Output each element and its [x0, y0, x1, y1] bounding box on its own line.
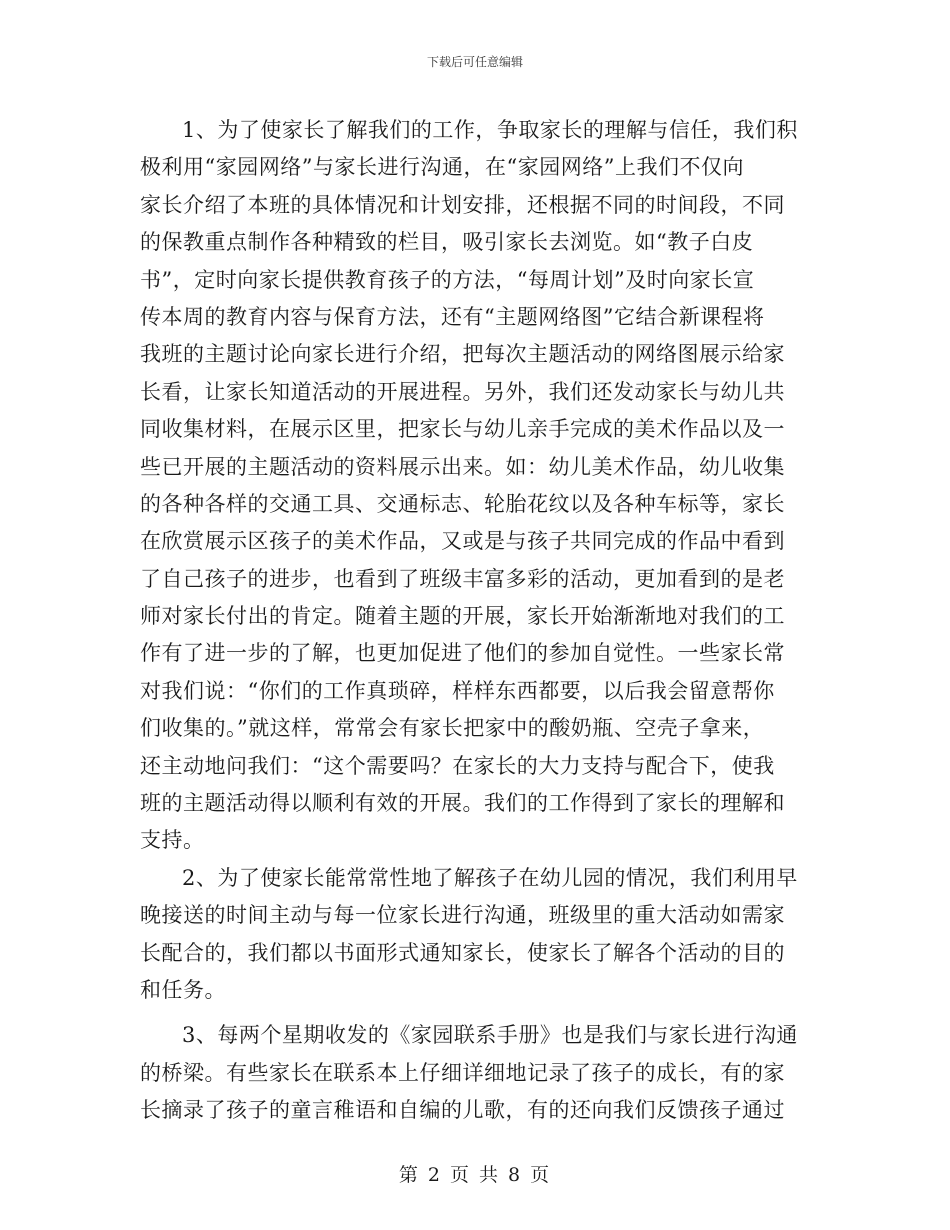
text-line: 长看，让家长知道活动的开展进程。另外，我们还发动家长与幼儿共 [140, 379, 785, 404]
text-line: 们收集的。”就这样，常常会有家长把家中的酸奶瓶、空壳子拿来， [140, 716, 765, 741]
text-line: 对我们说：“你们的工作真琐碎，样样东西都要，以后我会留意帮你 [140, 678, 775, 703]
text-line: 我班的主题讨论向家长进行介绍，把每次主题活动的网络图展示给家 [140, 342, 785, 367]
text-line: 同收集材料，在展示区里，把家长与幼儿亲手完成的美术作品以及一 [140, 417, 785, 442]
page-header: 下载后可任意编辑 [426, 55, 523, 69]
text-line: 的各种各样的交通工具、交通标志、轮胎花纹以及各种车标等，家长 [140, 491, 785, 516]
text-line: 些已开展的主题活动的资料展示出来。如：幼儿美术作品，幼儿收集 [140, 454, 785, 479]
paragraph-3 [140, 1017, 808, 1129]
document-body [140, 112, 808, 1130]
paragraph-1 [140, 112, 808, 860]
text-line: 1、为了使家长了解我们的工作，争取家长的理解与信任，我们积 [182, 118, 798, 142]
page-number-footer: 第 2 页 共 8 页 [398, 1164, 552, 1186]
text-line: 班的主题活动得以顺利有效的开展。我们的工作得到了家长的理解和 [140, 791, 785, 816]
text-line: 在欣赏展示区孩子的美术作品，又或是与孩子共同完成的作品中看到 [140, 529, 785, 554]
text-line: 的桥梁。有些家长在联系本上仔细详细地记录了孩子的成长，有的家 [140, 1060, 785, 1085]
text-line: 晚接送的时间主动与每一位家长进行沟通，班级里的重大活动如需家 [140, 903, 785, 928]
text-line: 极利用“家园网络”与家长进行沟通，在“家园网络”上我们不仅向 [140, 155, 744, 180]
text-line: 了自己孩子的进步，也看到了班级丰富多彩的活动，更加看到的是老 [140, 566, 785, 591]
text-line: 和任务。 [140, 977, 226, 1002]
text-line: 的保教重点制作各种精致的栏目，吸引家长去浏览。如“教子白皮 [140, 230, 754, 255]
text-line: 作有了进一步的了解，也更加促进了他们的参加自觉性。一些家长常 [140, 641, 785, 666]
text-line: 长摘录了孩子的童言稚语和自编的儿歌，有的还向我们反馈孩子通过 [140, 1098, 785, 1123]
paragraph-spacing [140, 1009, 808, 1017]
text-line: 长配合的，我们都以书面形式通知家长，使家长了解各个活动的目的 [140, 940, 785, 965]
text-line: 师对家长付出的肯定。随着主题的开展，家长开始渐渐地对我们的工 [140, 604, 785, 629]
text-line: 传本周的教育内容与保育方法，还有“主题网络图”它结合新课程将 [140, 304, 765, 329]
text-line: 还主动地问我们：“这个需要吗？在家长的大力支持与配合下，使我 [140, 753, 775, 778]
text-line: 支持。 [140, 828, 205, 853]
text-line: 书”，定时向家长提供教育孩子的方法，“每周计划”及时向家长宣 [140, 267, 755, 292]
text-line: 2、为了使家长能常常性地了解孩子在幼儿园的情况，我们利用早 [182, 865, 798, 890]
text-line: 3、每两个星期收发的《家园联系手册》也是我们与家长进行沟通 [182, 1023, 798, 1048]
paragraph-2 [140, 860, 808, 1010]
text-line: 家长介绍了本班的具体情况和计划安排，还根据不同的时间段，不同 [140, 192, 785, 217]
